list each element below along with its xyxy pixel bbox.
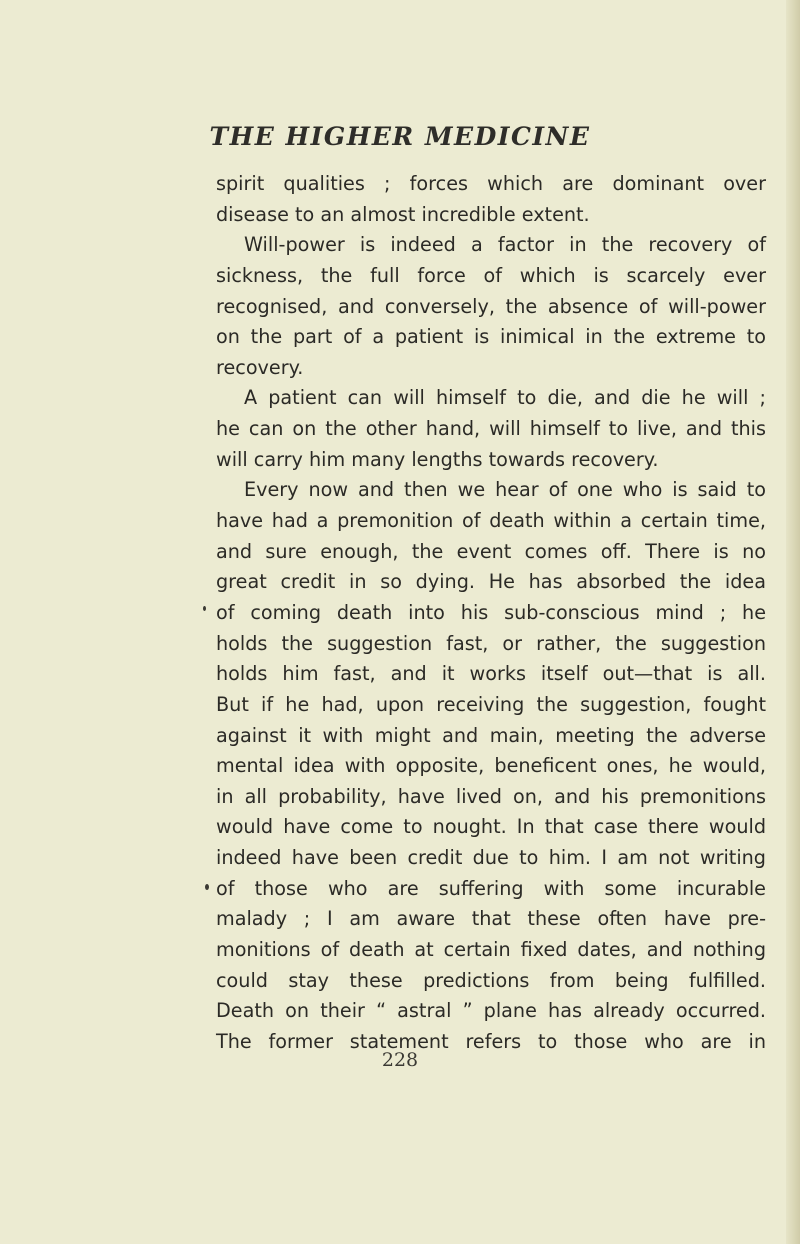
text-line: recovery. [216,355,304,379]
text-line: on the part of a patient is inimical in the extreme to [216,325,766,349]
text-line: will carry him many lengths towards recovery. [216,447,659,471]
text-line: Will-power is indeed a factor in the recovery of [244,233,766,257]
text-line: of coming death into his sub-conscious mind ; he [216,600,766,624]
page-number: 228 [381,1049,419,1071]
text-line: have had a premonition of death within a certain time, [216,509,766,533]
text-line: But if he had, upon receiving the suggestion, fought [216,692,766,716]
ink-speck [203,606,206,611]
text-line: Every now and then we hear of one who is said to [244,478,766,502]
text-line: Death on their “ astral ” plane has already occurred. [216,999,766,1023]
text-line: in all probability, have lived on, and his premonitions [216,784,766,808]
text-line: holds him fast, and it works itself out—that is all. [216,662,766,686]
text-line: great credit in so dying. He has absorbed the idea [216,570,766,594]
text-line: recognised, and conversely, the absence of will-power [216,294,766,318]
text-line: of those who are suffering with some incurable [216,876,766,900]
text-line: disease to an almost incredible extent. [216,202,590,226]
running-head: THE HIGHER MEDICINE [209,122,591,151]
text-line: malady ; I am aware that these often have pre- [216,907,766,931]
text-line: The former statement refers to those who are in [216,1029,766,1053]
text-line: holds the suggestion fast, or rather, the suggestion [216,631,766,655]
body-text [216,169,766,1058]
text-line: sickness, the full force of which is scarcely ever [216,263,766,287]
text-line: A patient can will himself to die, and die he will ; [244,386,766,410]
text-line: and sure enough, the event comes off. There is no [216,539,766,563]
text-line: against it with might and main, meeting the adverse [216,723,766,747]
text-line: could stay these predictions from being fulfilled. [216,968,766,992]
text-line: he can on the other hand, will himself to live, and this [216,417,766,441]
ink-speck [205,884,209,890]
text-line: mental idea with opposite, beneficent ones, he would, [216,754,766,778]
text-line: would have come to nought. In that case there would [216,815,766,839]
text-line: indeed have been credit due to him. I am not writing [216,846,766,870]
text-line: spirit qualities ; forces which are dominant over [216,172,766,195]
text-line: monitions of death at certain fixed dates, and nothing [216,938,766,962]
